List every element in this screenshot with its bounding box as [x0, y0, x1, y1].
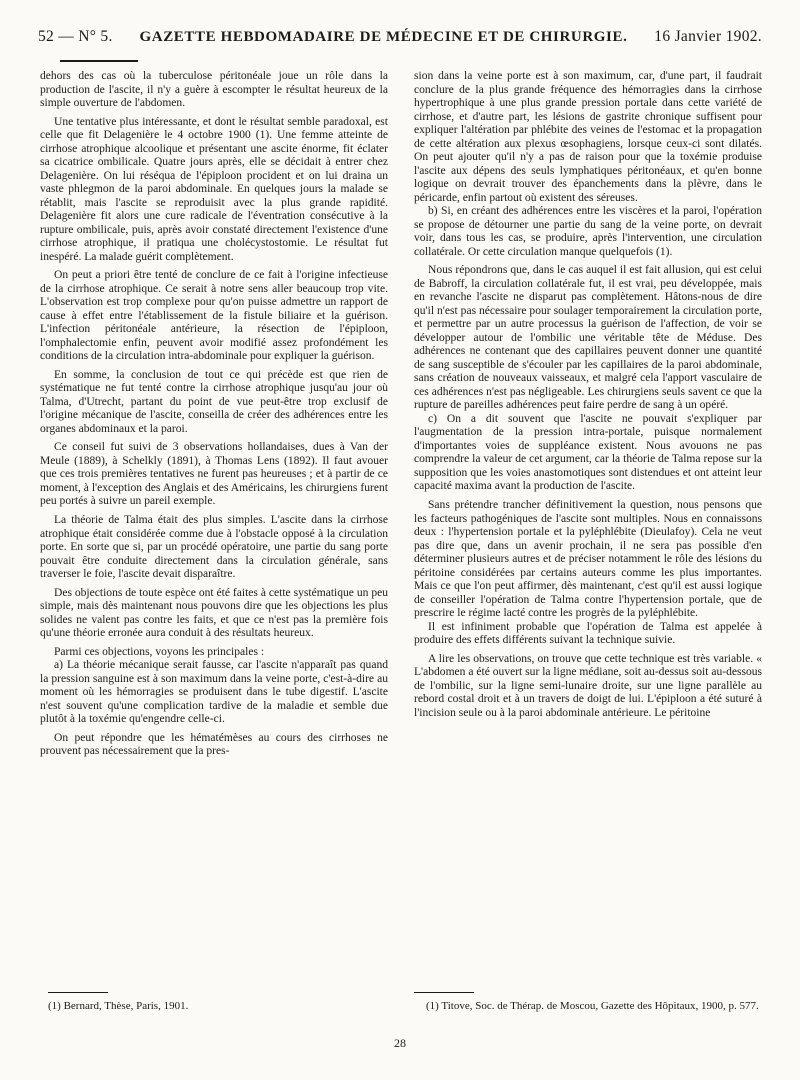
page-header — [38, 28, 762, 52]
paragraph: dehors des cas où la tuberculose péritonéale joue un rôle dans la production de l'ascite, il n'y a guère à escompter le résultat heureux de la simple ouverture de l'abdomen. — [40, 70, 388, 110]
left-column — [40, 70, 388, 759]
paragraph: Sans prétendre trancher définitivement la question, nous pensons que les facteurs pathogéniques de l'ascite sont multiples. Nous en connaissons deux : l'hypertension portale et la pyléphlébite (Dieulafoy). Cela ne veut pas dire que, dans un avenir prochain, il ne sera pas possible d'en déterminer plusieurs autres et de préciser notamment le rôle des lésions du péritoine considérées par certains auteurs comme les plus importantes. Mais ce que l'on peut affirmer, dès maintenant, c'est qu'il est aussi logique de conseiller l'opération de Talma contre l'hypertension portale, que de prescrire le régime lacté contre les progrès de la pyléphlébite. — [414, 498, 762, 620]
paragraph: A lire les observations, on trouve que cette technique est très variable. « L'abdomen a été ouvert sur la ligne médiane, soit au-dessus soit au-dessous de l'ombilic, sur la ligne semi-lunaire droite, sur une ligne parallèle au rebord costal droit et à un travers de doigt de lui. L'épiploon a été suturé à l'incision seule ou à la paroi abdominale antérieure. Le péritoine — [414, 652, 762, 719]
journal-title: GAZETTE HEBDOMADAIRE DE MÉDECINE ET DE CHIRURGIE. — [139, 29, 628, 45]
footnote-rule-right — [414, 992, 474, 993]
header-rule — [60, 60, 138, 62]
paragraph: Nous répondrons que, dans le cas auquel il est fait allusion, qui est celui de Babroff, la circulation collatérale fut, il est vrai, peu développée, mais en revanche l'ascite ne disparut pas complètement. Hâtons-nous de dire qu'il n'est pas nécessaire pour soulager temporairement la circulation porte, et permettre par un autre processus la guérison de l'affection, de voir se développer autour de l'ombilic une véritable tête de Méduse. Des adhérences ne contenant que des capillaires peuvent donner une quantité de sang susceptible de s'écouler par les capillaires de la paroi abdominale, sans création de nouveaux vaisseaux, et malgré cela l'apport vasculaire de ces adhérences n'est pas négligeable. Les chirurgiens seuls savent ce que la rupture de pareilles adhérences peut faire perdre de sang à un opéré. — [414, 264, 762, 412]
footnote-right: (1) Titove, Soc. de Thérap. de Moscou, Gazette des Hôpitaux, 1900, p. 577. — [426, 1000, 759, 1012]
right-column — [414, 70, 762, 720]
paragraph: On peut répondre que les hématémèses au cours des cirrhoses ne prouvent pas nécessairement que la pres- — [40, 731, 388, 758]
paragraph: La théorie de Talma était des plus simples. L'ascite dans la cirrhose atrophique était considérée comme due à l'obstacle opposé à la circulation porte. En sorte que si, par un procédé opératoire, une partie du sang porte pouvait être conduite directement dans la circulation générale, sans traverser le foie, l'ascite devait disparaître. — [40, 513, 388, 581]
paragraph: En somme, la conclusion de tout ce qui précède est que rien de systématique ne fut tenté contre la cirrhose atrophique jusqu'au jour où Talma, d'Utrecht, partant du point de vue peut-être trop exclusif de l'origine mécanique de l'ascite, conseilla de créer des adhérences entre les organes abdominaux et la paroi. — [40, 368, 388, 435]
paragraph: Ce conseil fut suivi de 3 observations hollandaises, dues à Van der Meule (1889), à Schelkly (1891), à Thomas Lens (1892). Il faut avouer que ces trois premières tentatives ne furent pas heureuses ; et à partir de ce moment, à l'exception des Anglais et des Américains, les chirurgiens furent peu portés à suivre un pareil exemple. — [40, 441, 388, 508]
footnote-left: (1) Bernard, Thèse, Paris, 1901. — [48, 1000, 189, 1012]
paragraph: Parmi ces objections, voyons les principales : — [54, 645, 265, 658]
paragraph: On peut a priori être tenté de conclure de ce fait à l'origine infectieuse de la cirrhose atrophique. Ce serait à notre sens aller beaucoup trop vite. L'observation est trop complexe pour qu'on puisse admettre un rapport de cause à effet entre l'établissement de la fistule biliaire et la guérison. L'infection péritonéale antérieure, la résection de l'épiploon, l'omphalectomie enfin, peuvent avoir modifié assez profondément les conditions de la circulation intra-abdominale pour expliquer la guérison. — [40, 269, 388, 363]
footnote-rule-left — [48, 992, 108, 993]
paragraph: Une tentative plus intéressante, et dont le résultat semble paradoxal, est celle que fit Delagenière le 4 octobre 1900 (1). Une femme atteinte de cirrhose atrophique alcoolique et présentant une ascite énorme, fit éclater sa cicatrice ombilicale. Quatre jours après, elle se décidait à entrer chez Delagenière. On lui réséqua de l'épiploon procident et on lui draina un vaste phlegmon de la paroi abdominale. En quelques jours la malade se rétablit, mais l'ascite se reproduisit avec la plus grande rapidité. Delagenière fit alors une cure radicale de l'éventration consécutive à la rupture ombilicale, puis, après avoir constaté directement l'existence d'une cirrhose atrophique, il pratiqua une cholécystostomie. Le résultat fut inespéré. La malade guérit complètement. — [40, 115, 388, 263]
header-date: 16 Janvier 1902. — [654, 28, 762, 45]
paragraph: Il est infiniment probable que l'opération de Talma est appelée à produire des effets différents suivant la technique suivie. — [414, 620, 762, 647]
page-number: 28 — [394, 1036, 406, 1050]
paragraph: a) La théorie mécanique serait fausse, car l'ascite n'apparaît pas quand la pression sanguine est à son maximum dans la veine porte, c'est-à-dire au moment où les hémorragies se produisent dans le tube digestif. L'ascite n'est souvent qu'une complication tardive de la maladie et semble due plutôt à la toxémie qu'engendre celle-ci. — [40, 659, 388, 726]
paragraph: Des objections de toute espèce ont été faites à cette systématique un peu simple, mais dès maintenant nous pouvons dire que les objections les plus solides ne valent pas contre les faits, et que ce n'est pas la première fois qu'une théorie erronée aura conduit à des résultats heureux. — [40, 586, 388, 640]
paragraph: c) On a dit souvent que l'ascite ne pouvait s'expliquer par l'augmentation de la pression intra-portale, puisque normalement d'importantes voies de suppléance existent. Nous avouons ne pas comprendre la valeur de cet argument, car la théorie de Talma repose sur la supposition que les voies anastomotiques sont distendues et ont atteint leur capacité maxima avant la production de l'ascite. — [414, 412, 762, 493]
paragraph: b) Si, en créant des adhérences entre les viscères et la paroi, l'opération se propose de détourner une partie du sang de la veine porte, on devrait voir, dans tous les cas, se produire, après l'intervention, une circulation collatérale. Or cette circulation manque quelquefois (1). — [414, 205, 762, 258]
paragraph: sion dans la veine porte est à son maximum, car, d'une part, il faudrait conclure de la plus grande fréquence des hémorragies dans la cirrhose hypertrophique à une plus grande pression portale dans cette variété de cirrhose, et d'autre part, les lésions de gastrite chronique suffisent pour expliquer l'altération par phlébite des veines de l'estomac et la propagation de cette altération aux plexus œsophagiens, lorsque ceux-ci sont dilatés. On peut ajouter qu'il n'y a pas de raison pour que la toxémie produise l'ascite aux dépens des seuls lymphatiques péritonéaux, et qu'en bonne logique on devrait trouver des épanchements dans la plèvre, dans le péricarde, enfin partout où existent des séreuses. — [414, 70, 762, 204]
header-issue-number: 52 — N° 5. — [38, 28, 113, 45]
